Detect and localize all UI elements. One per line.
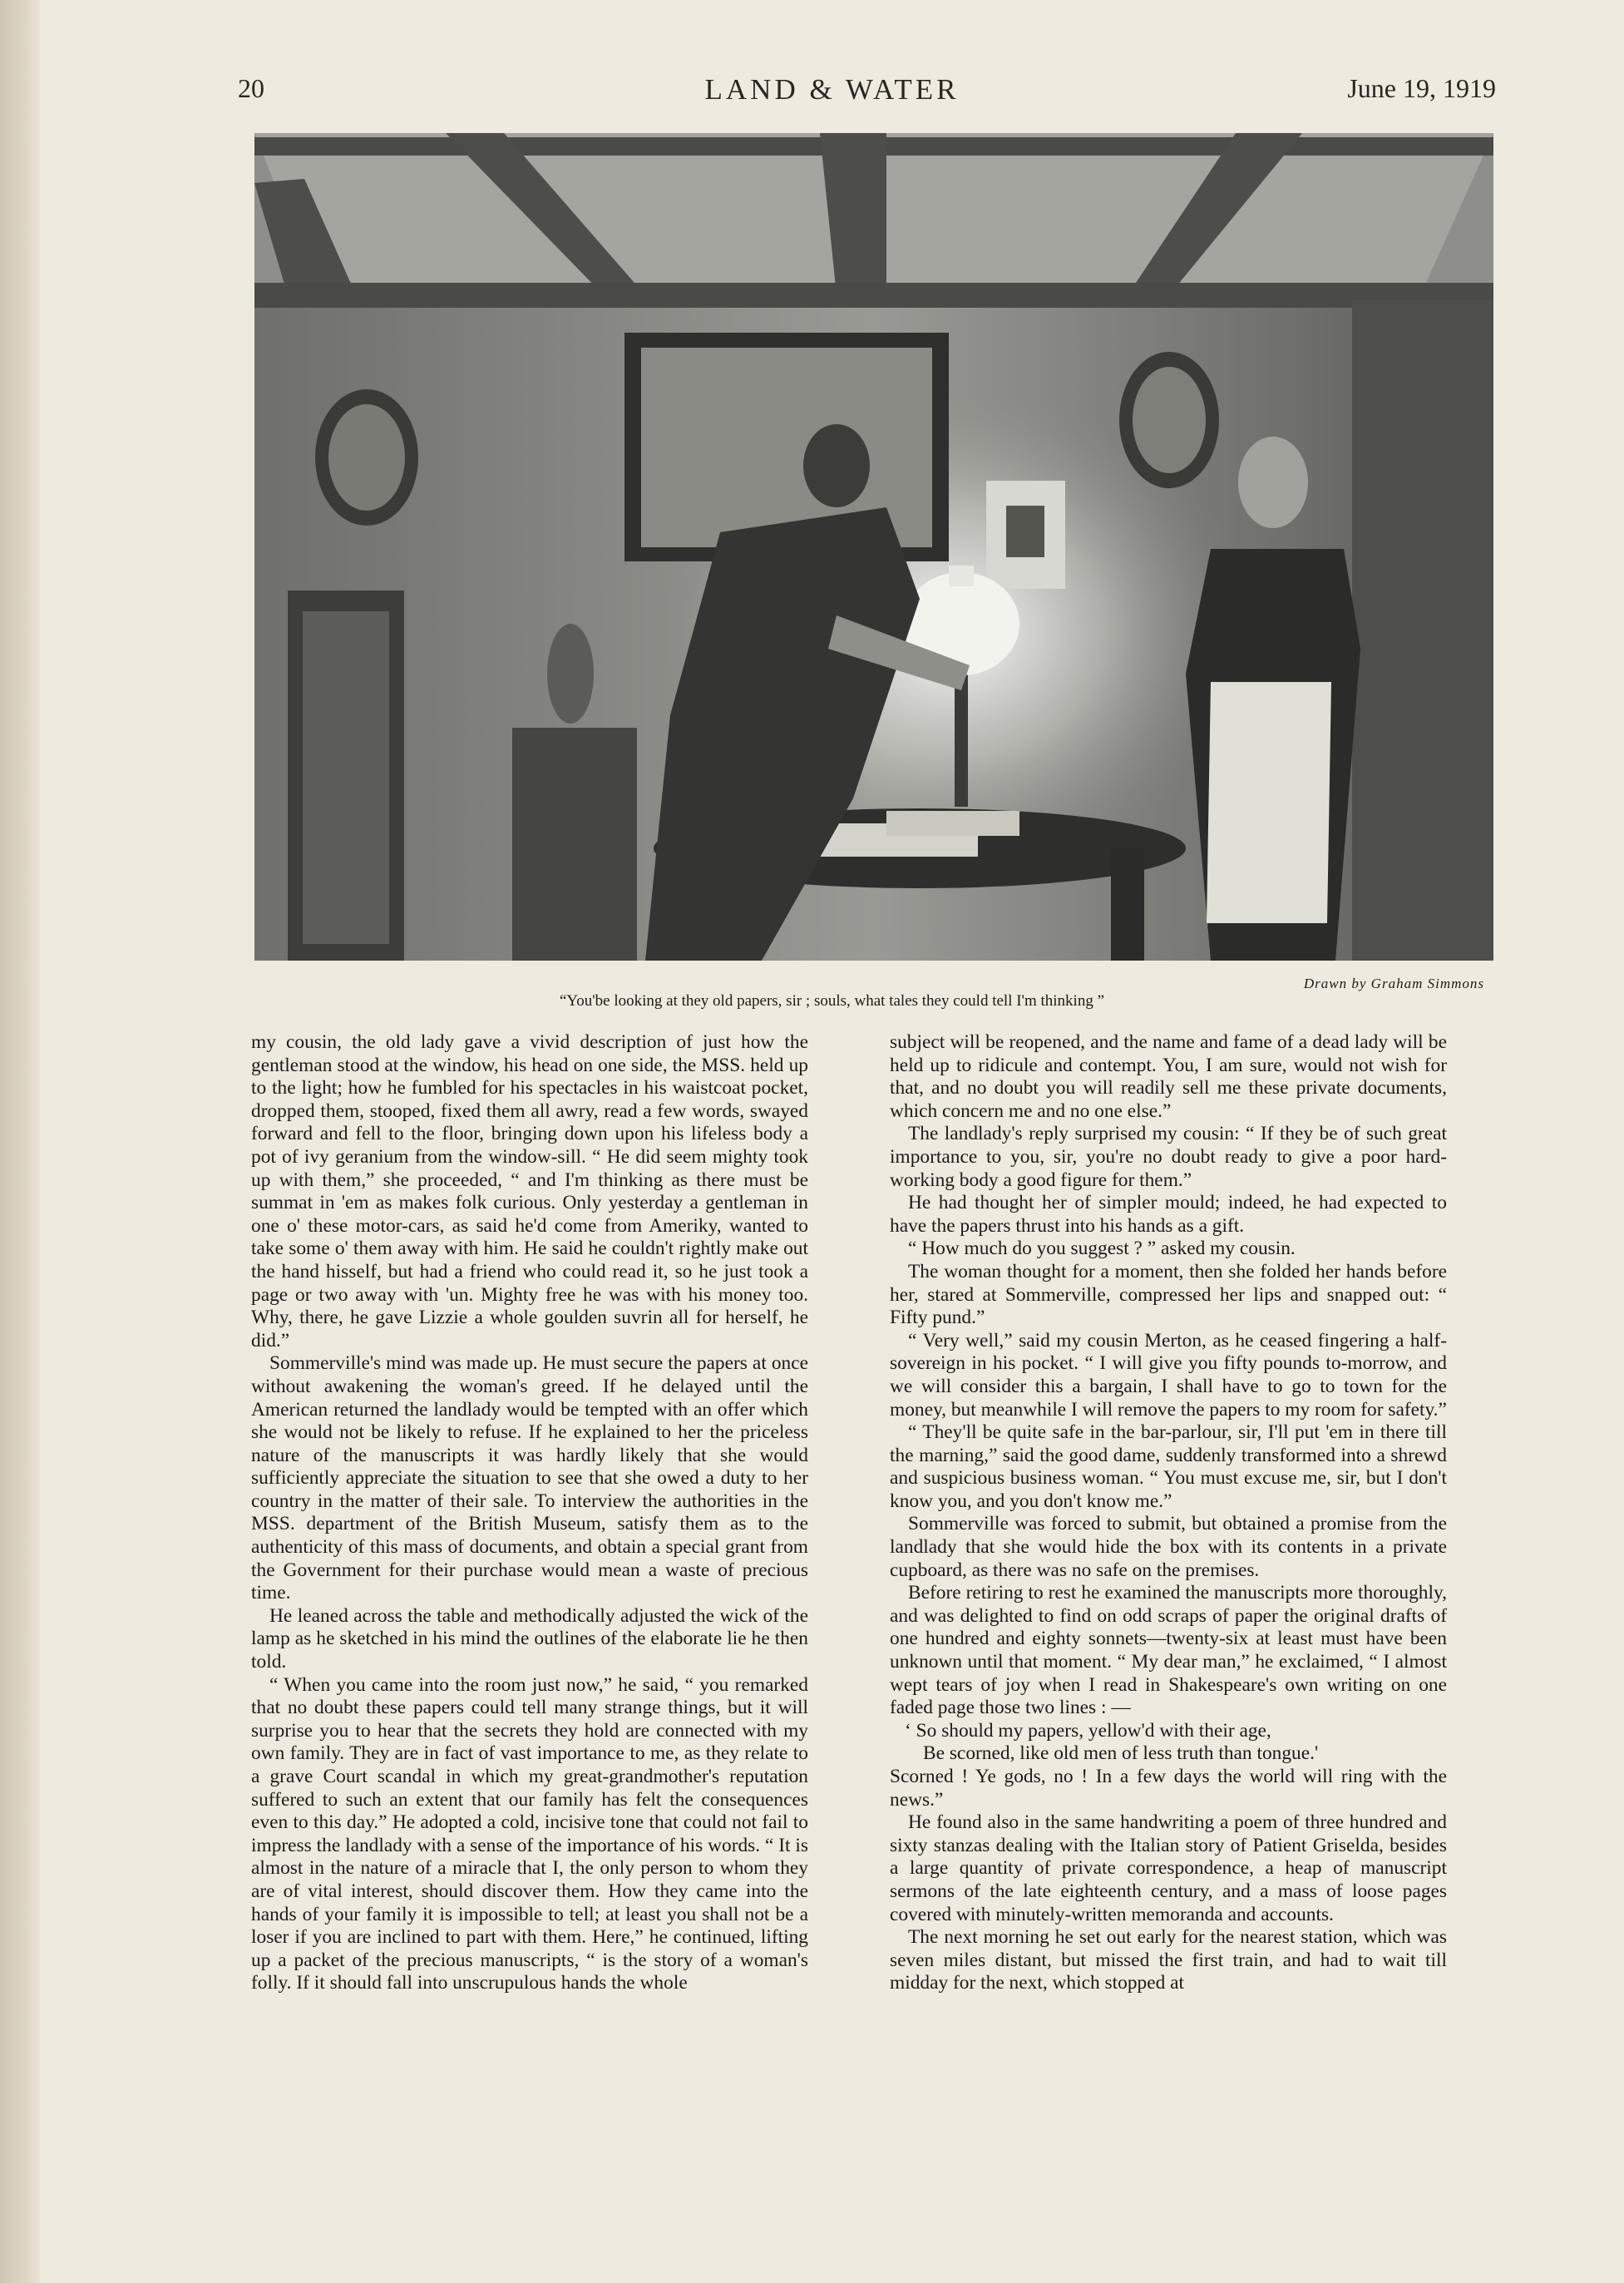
paragraph: my cousin, the old lady gave a vivid description of just how the gentleman stood at the window, his head on one side, the MSS. held up to the light; how he fumbled for his spectacles in his waistcoat pocket, dropped them, stooped, fixed them all awry, read a few words, swayed forward and fell to the floor, bringing down upon his lifeless body a pot of ivy geranium from the window-sill. “ He did seem mighty took up with them,” she proceeded, “ and I'm thinking as there must be summat in 'em as makes folk curious. Only yesterday a gentleman in one o' these motor-cars, as said he'd come from Ameriky, wanted to take some o' them away with him. He said he couldn't rightly make out the hand hisself, but had a friend who could read it, so he just took a page or two away with 'un. Mighty free he was with his money too. Why, there, he gave Lizzie a whole goulden suvrin all for herself, he did.” (251, 1031, 808, 1352)
paragraph: “ When you came into the room just now,” he said, “ you remarked that no doubt these papers could tell many strange things, but it will surprise you to hear that the secrets they hold are connected with my own family. They are in fact of vast importance to me, as they relate to a grave Court scandal in which my great-grandmother's reputation suffered to such an extent that our family has felt the consequences even to this day.” He adopted a cold, incisive tone that could not fail to impress the landlady with a sense of the importance of his words. “ It is almost in the nature of a miracle that I, the only person to whom they are of vital interest, should discover them. How they came into the hands of your family it is impossible to tell; at least you shall not be a loser if you are inclined to part with them. Here,” he continued, lifting up a packet of the precious manuscripts, “ is the story of a woman's folly. If it should fall into unscrupulous hands the whole (251, 1673, 808, 1994)
paragraph: Sommerville was forced to submit, but obtained a promise from the landlady that she would hide the box with its contents in a private cupboard, as there was no safe on the premises. (890, 1513, 1447, 1581)
paragraph: Scorned ! Ye gods, no ! In a few days the world will ring with the news.” (890, 1766, 1447, 1811)
paragraph: “ How much do you suggest ? ” asked my cousin. (908, 1238, 1296, 1260)
issue-date: June 19, 1919 (1347, 73, 1496, 103)
illustration (254, 133, 1493, 961)
illustration-caption: “You'be looking at they old papers, sir ; souls, what tales they could tell I'm thinking ” (559, 992, 1105, 1010)
magazine-page (40, 0, 1624, 2283)
masthead: LAND & WATER (704, 73, 960, 106)
paragraph: “ They'll be quite safe in the bar-parlour, sir, I'll put 'em in there till the marning,” said the good dame, suddenly transformed into a shrewd and suspicious business woman. “ You must excuse me, sir, but I don't know you, and you don't know me.” (890, 1421, 1447, 1512)
paragraph: The woman thought for a moment, then she folded her hands before her, stared at Sommerville, compressed her lips and snapped out: “ Fifty pund.” (890, 1260, 1447, 1329)
page-binding-edge (0, 0, 40, 2283)
illustration-credit: Drawn by Graham Simmons (1303, 976, 1484, 991)
paragraph: Sommerville's mind was made up. He must secure the papers at once without awakening the woman's greed. If he delayed until the American returned the landlady would be tempted with an offer which she would not be likely to refuse. If he explained to her the priceless nature of the manuscripts it was hardly likely that she would sufficiently appreciate the situation to see that she owed a duty to her country in the matter of their sale. To interview the authorities in the MSS. department of the British Museum, satisfy them as to the authenticity of this mass of documents, and obtain a special grant from the Government for their purchase would mean a waste of precious time. (251, 1352, 808, 1604)
paragraph: Before retiring to rest he examined the manuscripts more thoroughly, and was delighted to find on odd scraps of paper the original drafts of one hundred and eighty sonnets—twenty-six at least must have been unknown until that moment. “ My dear man,” he exclaimed, “ I almost wept tears of joy when I read in Shakespeare's own writing on one faded page those two lines : — (890, 1582, 1447, 1719)
verse-line: ‘ So should my papers, yellow'd with their age, (905, 1719, 1271, 1742)
paragraph: The next morning he set out early for the nearest station, which was seven miles distant, but missed the first train, and had to wait till midday for the next, which stopped at (890, 1926, 1447, 1994)
verse-line: Be scorned, like old men of less truth than tongue.' (923, 1742, 1319, 1765)
paragraph: The landlady's reply surprised my cousin: “ If they be of such great importance to you, sir, you're no doubt ready to give a poor hard-working body a good figure for them.” (890, 1123, 1447, 1191)
right-text-column (890, 1031, 1447, 2137)
page-number: 20 (238, 73, 264, 103)
paragraph: “ Very well,” said my cousin Merton, as he ceased fingering a half-sovereign in his pocket. “ I will give you fifty pounds to-morrow, and we will consider this a bargain, I shall have to go to town for the money, but meanwhile I will remove the papers to my room for safety.” (890, 1329, 1447, 1421)
paragraph: He leaned across the table and methodically adjusted the wick of the lamp as he sketched in his mind the outlines of the elaborate lie he then told. (251, 1604, 808, 1673)
paragraph: He found also in the same handwriting a poem of three hundred and sixty stanzas dealing with the Italian story of Patient Griselda, besides a large quantity of private correspondence, a heap of manuscript sermons of the late eighteenth century, and a mass of loose pages covered with minutely-written memoranda and accounts. (890, 1811, 1447, 1925)
left-text-column (251, 1031, 808, 2137)
paragraph: He had thought her of simpler mould; indeed, he had expected to have the papers thrust into his hands as a gift. (890, 1192, 1447, 1237)
paragraph: subject will be reopened, and the name and fame of a dead lady will be held up to ridicule and contempt. You, I am sure, would not wish for that, and no doubt you will readily sell me these private documents, which concern me and no one else.” (890, 1031, 1447, 1122)
illustration-drawing (254, 133, 1493, 961)
